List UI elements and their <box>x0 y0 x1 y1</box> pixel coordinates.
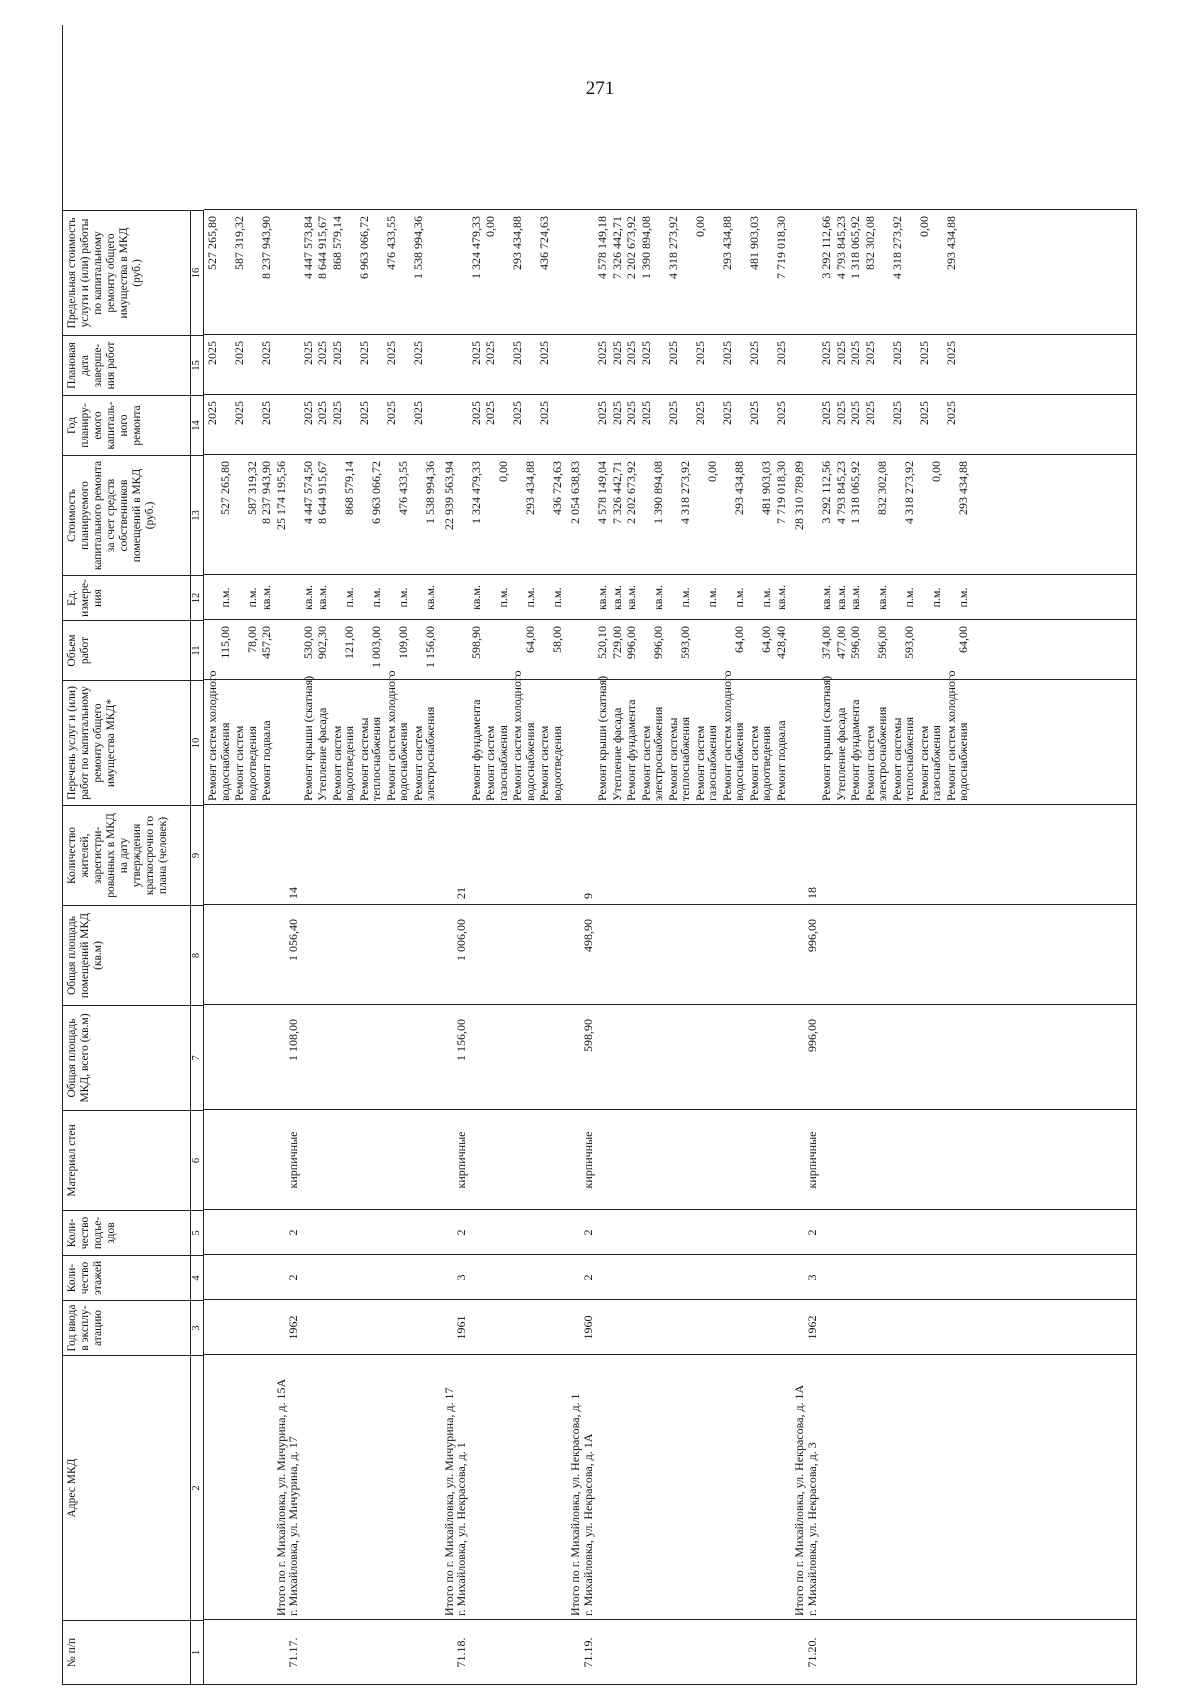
limit-cost-cell: 293 434,88 <box>719 216 734 270</box>
unit-cell: п.м. <box>732 587 746 608</box>
area-premises: 498,90 <box>580 919 595 952</box>
address: г. Михайловка, ул. Мичурина, д. 17 <box>286 1436 300 1616</box>
volume-cell: 593,00 <box>902 626 916 659</box>
end-date-cell: 2025 <box>833 341 848 365</box>
header-col-9: Количество жителей, зарегистри-рованных в МКД на дату утверждения краткосрочно го плана (человек) <box>62 805 190 905</box>
residents: 9 <box>580 893 595 899</box>
limit-cost-cell: 481 903,03 <box>746 216 761 270</box>
limit-cost-cell: 3 292 112,66 <box>819 216 833 279</box>
unit-cell: кв.м. <box>624 584 638 611</box>
volume-cell: 520,10 <box>595 626 609 659</box>
end-date-cell: 2025 <box>773 341 788 365</box>
limit-cost-cell: 8 237 943,90 <box>259 216 273 279</box>
total-label: Итого по г. Михайловка, ул. Мичурина, д. 17 <box>441 1387 456 1616</box>
work-item: Ремонт фундамента <box>468 699 483 801</box>
cost-cell: 293 434,88 <box>522 461 537 515</box>
cost-cell: 527 265,80 <box>217 461 232 515</box>
residents: 21 <box>454 887 468 899</box>
volume-cell: 64,00 <box>759 626 773 653</box>
header-col-10: Перечень услуг и (или) работ по капитальному ремонту общего имущества МКД* <box>62 680 190 805</box>
volume-cell: 1 003,00 <box>369 626 383 668</box>
end-date-cell: 2025 <box>483 341 497 365</box>
header-num-16: 16 <box>190 210 204 335</box>
end-date-cell: 2025 <box>232 341 246 365</box>
unit-cell: п.м. <box>929 587 943 608</box>
header-num-7: 7 <box>190 1005 204 1110</box>
address: г. Михайловка, ул. Некрасова, д. 1А <box>580 1433 595 1616</box>
wall-material: кирпичные <box>286 1131 300 1189</box>
end-date-cell: 2025 <box>943 341 958 365</box>
volume-cell: 729,00 <box>609 626 624 659</box>
year-cell: 2025 <box>665 401 680 425</box>
year-cell: 2025 <box>383 401 398 425</box>
row-number: 71.19. <box>580 1637 595 1668</box>
cost-cell: 4 318 273,92 <box>902 461 916 524</box>
header-num-14: 14 <box>190 395 204 455</box>
unit-cell: кв.м. <box>833 584 848 611</box>
year-cell: 2025 <box>356 401 371 425</box>
work-item: теплоснабжения <box>902 717 916 801</box>
work-item: Ремонт крыши (скатная) <box>819 675 833 801</box>
header-col-11: Объем работ <box>62 620 190 680</box>
entrances: 2 <box>580 1229 595 1236</box>
year-cell: 2025 <box>410 401 425 425</box>
cost-cell: 476 433,55 <box>396 461 410 515</box>
total-cost: 28 310 789,89 <box>792 461 806 530</box>
work-item: Ремонт систем <box>483 725 497 801</box>
limit-cost-cell: 7 719 018,30 <box>773 216 788 279</box>
work-item: Ремонт системы <box>889 717 904 801</box>
address: г. Михайловка, ул. Некрасова, д. 1 <box>454 1442 468 1616</box>
total-cost: 2 054 638,83 <box>568 461 582 524</box>
limit-cost-cell: 4 447 573,84 <box>300 216 315 279</box>
total-cost: 25 174 195,56 <box>273 461 288 530</box>
work-item: Утепление фасада <box>609 707 624 801</box>
volume-cell: 428,40 <box>773 626 788 659</box>
unit-cell: п.м. <box>495 587 510 608</box>
year-cell: 2025 <box>259 401 273 425</box>
rotated-table <box>62 25 1137 1685</box>
work-item: Ремонт систем <box>537 725 551 801</box>
work-item: водоснабжения <box>732 722 746 801</box>
wall-material: кирпичные <box>454 1131 468 1189</box>
limit-cost-cell: 8 644 915,67 <box>315 216 329 279</box>
header-num-15: 15 <box>190 335 204 395</box>
area-premises: 1 056,40 <box>286 919 300 961</box>
limit-cost-cell: 527 265,80 <box>205 216 219 270</box>
limit-cost-cell: 1 390 894,08 <box>638 216 653 279</box>
unit-cell: п.м. <box>217 587 232 608</box>
floors: 2 <box>286 1274 300 1281</box>
total-cost: 22 939 563,94 <box>441 461 456 530</box>
volume-cell: 596,00 <box>848 626 862 659</box>
year-cell: 2025 <box>624 401 638 425</box>
end-date-cell: 2025 <box>848 341 862 365</box>
work-item: Ремонт системы <box>665 717 680 801</box>
cost-cell: 868 579,14 <box>342 461 356 515</box>
year-cell: 2025 <box>300 401 315 425</box>
work-item: Ремонт систем <box>410 725 425 801</box>
limit-cost-cell: 4 318 273,92 <box>889 216 904 279</box>
year-cell: 2025 <box>889 401 904 425</box>
total-label: Итого по г. Михайловка, ул. Некрасова, д. 1 <box>568 1393 582 1616</box>
cost-cell: 293 434,88 <box>956 461 970 515</box>
end-date-cell: 2025 <box>410 341 425 365</box>
cost-cell: 436 724,63 <box>549 461 564 515</box>
work-item: водоснабжения <box>956 722 970 801</box>
header-col-1: № п/п <box>62 1620 190 1685</box>
volume-cell: 598,90 <box>468 626 483 659</box>
area-total: 1 108,00 <box>286 1019 300 1061</box>
year-cell: 2025 <box>468 401 483 425</box>
work-item: Ремонт фундамента <box>624 699 638 801</box>
year-built: 1960 <box>580 1315 595 1340</box>
year-cell: 2025 <box>483 401 497 425</box>
work-item: Ремонт систем <box>329 725 344 801</box>
volume-cell: 109,00 <box>396 626 410 659</box>
unit-cell: кв.м. <box>468 584 483 611</box>
cost-cell: 587 319,32 <box>244 461 259 515</box>
entrances: 2 <box>454 1229 468 1236</box>
area-total: 1 156,00 <box>454 1019 468 1061</box>
work-item: Ремонт систем холодного <box>383 670 398 801</box>
unit-cell: кв.м. <box>423 584 437 611</box>
end-date-cell: 2025 <box>595 341 609 365</box>
end-date-cell: 2025 <box>300 341 315 365</box>
header-num-4: 4 <box>190 1255 204 1300</box>
work-item: электроснабжения <box>651 706 665 801</box>
work-item: Ремонт системы <box>356 717 371 801</box>
cost-cell: 3 292 112,56 <box>819 461 833 524</box>
end-date-cell: 2025 <box>819 341 833 365</box>
volume-cell: 996,00 <box>624 626 638 659</box>
header-num-10: 10 <box>190 680 204 805</box>
floors: 2 <box>580 1274 595 1281</box>
year-cell: 2025 <box>692 401 707 425</box>
cost-cell: 0,00 <box>705 461 719 482</box>
end-date-cell: 2025 <box>329 341 344 365</box>
work-item: Ремонт крыши (скатная) <box>300 675 315 801</box>
end-date-cell: 2025 <box>665 341 680 365</box>
unit-cell: кв.м. <box>259 584 273 611</box>
work-item: Ремонт систем холодного <box>943 670 958 801</box>
work-item: Ремонт систем <box>692 725 707 801</box>
cost-cell: 7 719 018,30 <box>773 461 788 524</box>
work-item: водоотведения <box>342 726 356 801</box>
volume-cell: 115,00 <box>217 626 232 659</box>
unit-cell: кв.м. <box>773 584 788 611</box>
unit-cell: п.м. <box>902 587 916 608</box>
unit-cell: п.м. <box>705 587 719 608</box>
unit-cell: п.м. <box>678 587 692 608</box>
unit-cell: п.м. <box>342 587 356 608</box>
end-date-cell: 2025 <box>315 341 329 365</box>
cost-cell: 1 538 994,36 <box>423 461 437 524</box>
unit-cell: п.м. <box>759 587 773 608</box>
cost-cell: 481 903,03 <box>759 461 773 515</box>
unit-cell: кв.м. <box>595 584 609 611</box>
limit-cost-cell: 832 302,08 <box>862 216 877 270</box>
end-date-cell: 2025 <box>624 341 638 365</box>
work-item: Ремонт систем <box>638 725 653 801</box>
volume-cell: 58,00 <box>549 626 564 653</box>
entrances: 2 <box>804 1229 819 1236</box>
work-item: электроснабжения <box>423 706 437 801</box>
work-item: теплоснабжения <box>369 717 383 801</box>
year-cell: 2025 <box>719 401 734 425</box>
limit-cost-cell: 293 434,88 <box>943 216 958 270</box>
work-item: Ремонт подвала <box>259 720 273 801</box>
year-cell: 2025 <box>819 401 833 425</box>
floors: 3 <box>804 1274 819 1281</box>
limit-cost-cell: 476 433,55 <box>383 216 398 270</box>
end-date-cell: 2025 <box>746 341 761 365</box>
header-col-16: Предельная стоимость услуги и (или) работы по капитальному ремонту общего имущества в МКД (руб.) <box>62 210 190 335</box>
header-col-13: Стоимость планируемого капитального ремонта за счет средств собственников помещений в МКД (руб.) <box>62 455 190 575</box>
limit-cost-cell: 2 202 673,92 <box>624 216 638 279</box>
year-cell: 2025 <box>595 401 609 425</box>
header-col-2: Адрес МКД <box>62 1355 190 1620</box>
end-date-cell: 2025 <box>638 341 653 365</box>
address: г. Михайловка, ул. Некрасова, д. 3 <box>804 1442 819 1616</box>
cost-cell: 1 390 894,08 <box>651 461 665 524</box>
volume-cell: 596,00 <box>875 626 889 659</box>
year-cell: 2025 <box>510 401 524 425</box>
limit-cost-cell: 0,00 <box>916 216 931 237</box>
cost-cell: 1 324 479,33 <box>468 461 483 524</box>
cost-cell: 6 963 066,72 <box>369 461 383 524</box>
end-date-cell: 2025 <box>259 341 273 365</box>
work-item: газоснабжения <box>929 725 943 801</box>
volume-cell: 457,20 <box>259 626 273 659</box>
end-date-cell: 2025 <box>889 341 904 365</box>
limit-cost-cell: 1 318 065,92 <box>848 216 862 279</box>
work-item: водоснабжения <box>217 722 232 801</box>
unit-cell: кв.м. <box>300 584 315 611</box>
work-item: водоснабжения <box>396 722 410 801</box>
cost-cell: 4 318 273,92 <box>678 461 692 524</box>
end-date-cell: 2025 <box>862 341 877 365</box>
entrances: 2 <box>286 1229 300 1236</box>
end-date-cell: 2025 <box>510 341 524 365</box>
volume-cell: 1 156,00 <box>423 626 437 668</box>
volume-cell: 374,00 <box>819 626 833 659</box>
work-item: Ремонт систем холодного <box>719 670 734 801</box>
header-col-7: Общая площадь МКД, всего (кв.м) <box>62 1005 190 1110</box>
work-item: Ремонт систем <box>916 725 931 801</box>
page-number: 271 <box>585 78 615 99</box>
work-item: Ремонт систем холодного <box>205 670 219 801</box>
wall-material: кирпичные <box>804 1131 819 1189</box>
year-cell: 2025 <box>315 401 329 425</box>
limit-cost-cell: 4 578 149,18 <box>595 216 609 279</box>
unit-cell: кв.м. <box>651 584 665 611</box>
work-item: Ремонт фундамента <box>848 699 862 801</box>
header-col-8: Общая площадь помещений МКД (кв.м) <box>62 905 190 1005</box>
work-item: Ремонт систем холодного <box>510 670 524 801</box>
header-num-2: 2 <box>190 1355 204 1620</box>
header-col-5: Коли-чество подъе-здов <box>62 1210 190 1255</box>
header-col-6: Материал стен <box>62 1110 190 1210</box>
total-label: Итого по г. Михайловка, ул. Некрасова, д. 1А <box>792 1384 806 1616</box>
unit-cell: кв.м. <box>819 584 833 611</box>
cost-cell: 1 318 065,92 <box>848 461 862 524</box>
unit-cell: п.м. <box>396 587 410 608</box>
work-item: водоснабжения <box>522 722 537 801</box>
year-built: 1962 <box>286 1315 300 1340</box>
residents: 14 <box>286 887 300 899</box>
header-col-3: Год ввода в эксплу-атацию <box>62 1300 190 1355</box>
total-label: Итого по г. Михайловка, ул. Мичурина, д. 15А <box>273 1378 288 1616</box>
area-total: 598,90 <box>580 1019 595 1052</box>
floors: 3 <box>454 1274 468 1281</box>
volume-cell: 593,00 <box>678 626 692 659</box>
cost-cell: 0,00 <box>929 461 943 482</box>
volume-cell: 530,00 <box>300 626 315 659</box>
header-num-8: 8 <box>190 905 204 1005</box>
year-cell: 2025 <box>205 401 219 425</box>
unit-cell: кв.м. <box>875 584 889 611</box>
unit-cell: кв.м. <box>609 584 624 611</box>
work-item: водоотведения <box>759 726 773 801</box>
limit-cost-cell: 436 724,63 <box>537 216 551 270</box>
end-date-cell: 2025 <box>468 341 483 365</box>
area-total: 996,00 <box>804 1019 819 1052</box>
limit-cost-cell: 0,00 <box>692 216 707 237</box>
cost-cell: 293 434,88 <box>732 461 746 515</box>
header-num-13: 13 <box>190 455 204 575</box>
unit-cell: п.м. <box>549 587 564 608</box>
header-num-1: 1 <box>190 1620 204 1685</box>
work-item: Ремонт систем <box>862 725 877 801</box>
limit-cost-cell: 868 579,14 <box>329 216 344 270</box>
work-item: Ремонт систем <box>232 725 246 801</box>
limit-cost-cell: 6 963 066,72 <box>356 216 371 279</box>
limit-cost-cell: 587 319,32 <box>232 216 246 270</box>
work-item: водоотведения <box>244 726 259 801</box>
limit-cost-cell: 293 434,88 <box>510 216 524 270</box>
year-cell: 2025 <box>537 401 551 425</box>
unit-cell: п.м. <box>369 587 383 608</box>
volume-cell: 78,00 <box>244 626 259 653</box>
year-cell: 2025 <box>833 401 848 425</box>
year-cell: 2025 <box>329 401 344 425</box>
cost-cell: 8 644 915,67 <box>315 461 329 524</box>
year-cell: 2025 <box>609 401 624 425</box>
work-item: теплоснабжения <box>678 717 692 801</box>
cost-cell: 8 237 943,90 <box>259 461 273 524</box>
cost-cell: 0,00 <box>495 461 510 482</box>
volume-cell: 996,00 <box>651 626 665 659</box>
unit-cell: п.м. <box>244 587 259 608</box>
year-cell: 2025 <box>848 401 862 425</box>
cost-cell: 4 447 574,50 <box>300 461 315 524</box>
unit-cell: кв.м. <box>848 584 862 611</box>
end-date-cell: 2025 <box>537 341 551 365</box>
header-col-15: Плановая дата заверше-ния работ <box>62 335 190 395</box>
row-number: 71.17. <box>286 1637 300 1668</box>
work-item: Ремонт систем <box>746 725 761 801</box>
volume-cell: 64,00 <box>522 626 537 653</box>
end-date-cell: 2025 <box>719 341 734 365</box>
header-col-12: Ед. измере-ния <box>62 575 190 620</box>
header-num-6: 6 <box>190 1110 204 1210</box>
row-number: 71.18. <box>454 1637 468 1668</box>
cost-cell: 832 302,08 <box>875 461 889 515</box>
year-cell: 2025 <box>773 401 788 425</box>
end-date-cell: 2025 <box>692 341 707 365</box>
work-item: газоснабжения <box>705 725 719 801</box>
end-date-cell: 2025 <box>916 341 931 365</box>
unit-cell: кв.м. <box>315 584 329 611</box>
header-num-11: 11 <box>190 620 204 680</box>
unit-cell: п.м. <box>522 587 537 608</box>
end-date-cell: 2025 <box>356 341 371 365</box>
area-premises: 1 006,00 <box>454 919 468 961</box>
year-cell: 2025 <box>232 401 246 425</box>
cost-cell: 4 578 149,04 <box>595 461 609 524</box>
volume-cell: 902,30 <box>315 626 329 659</box>
year-built: 1962 <box>804 1315 819 1340</box>
header-num-3: 3 <box>190 1300 204 1355</box>
header-col-14: Год планиру-емого капиталь-ного ремонта <box>62 395 190 455</box>
work-item: Утепление фасада <box>833 707 848 801</box>
volume-cell: 121,00 <box>342 626 356 659</box>
cost-cell: 7 326 442,71 <box>609 461 624 524</box>
header-num-12: 12 <box>190 575 204 620</box>
year-built: 1961 <box>454 1315 468 1340</box>
work-item: водоотведения <box>549 726 564 801</box>
work-item: электроснабжения <box>875 706 889 801</box>
limit-cost-cell: 4 318 273,92 <box>665 216 680 279</box>
year-cell: 2025 <box>943 401 958 425</box>
year-cell: 2025 <box>638 401 653 425</box>
work-item: Ремонт подвала <box>773 720 788 801</box>
year-cell: 2025 <box>916 401 931 425</box>
volume-cell: 477,00 <box>833 626 848 659</box>
limit-cost-cell: 1 538 994,36 <box>410 216 425 279</box>
work-item: Утепление фасада <box>315 707 329 801</box>
volume-cell: 64,00 <box>732 626 746 653</box>
wall-material: кирпичные <box>580 1131 595 1189</box>
limit-cost-cell: 4 793 845,23 <box>833 216 848 279</box>
row-number: 71.20. <box>804 1637 819 1668</box>
work-item: Ремонт крыши (скатная) <box>595 675 609 801</box>
end-date-cell: 2025 <box>383 341 398 365</box>
year-cell: 2025 <box>862 401 877 425</box>
header-num-5: 5 <box>190 1210 204 1255</box>
residents: 18 <box>804 887 819 899</box>
volume-cell: 64,00 <box>956 626 970 653</box>
year-cell: 2025 <box>746 401 761 425</box>
header-col-4: Коли-чество этажей <box>62 1255 190 1300</box>
limit-cost-cell: 1 324 479,33 <box>468 216 483 279</box>
area-premises: 996,00 <box>804 919 819 952</box>
cost-cell: 4 793 845,23 <box>833 461 848 524</box>
work-item: газоснабжения <box>495 725 510 801</box>
limit-cost-cell: 7 326 442,71 <box>609 216 624 279</box>
limit-cost-cell: 0,00 <box>483 216 497 237</box>
end-date-cell: 2025 <box>609 341 624 365</box>
end-date-cell: 2025 <box>205 341 219 365</box>
header-num-9: 9 <box>190 805 204 905</box>
cost-cell: 2 202 673,92 <box>624 461 638 524</box>
unit-cell: п.м. <box>956 587 970 608</box>
